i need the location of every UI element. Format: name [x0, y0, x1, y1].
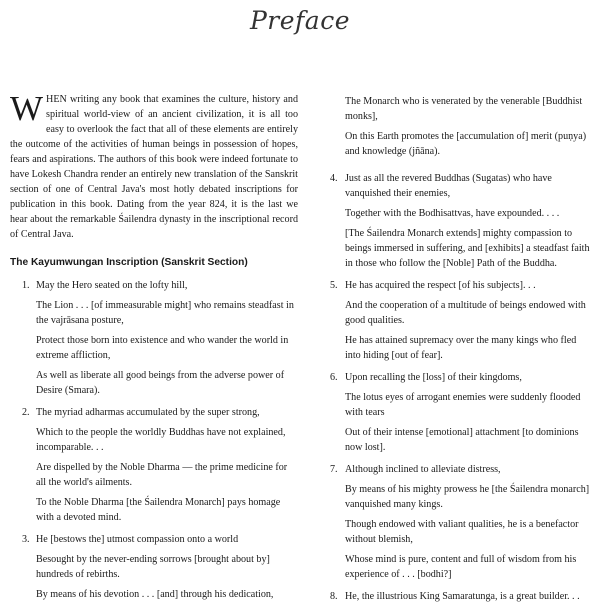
- verse-list-right: [330, 171, 592, 604]
- verse-line: Just as all the revered Buddhas (Sugatas) who have vanquished their enemies,: [345, 173, 552, 199]
- right-column: [330, 94, 592, 611]
- verse-line: Together with the Bodhisattvas, have expounded. . . .: [345, 208, 560, 219]
- verse-item: [330, 462, 592, 582]
- verse-item: [10, 278, 298, 398]
- verse-line: To the Noble Dharma [the Śailendra Monarch] pays homage with a devoted mind.: [36, 497, 281, 523]
- verse-number: 8.: [330, 591, 338, 602]
- section-heading: The Kayumwungan Inscription (Sanskrit Section): [10, 257, 248, 268]
- verse-line: On this Earth promotes the [accumulation of] merit (puṇya) and knowledge (jñāna).: [345, 131, 587, 157]
- verse-item: [330, 171, 592, 271]
- verse-line: He has acquired the respect [of his subjects]. . .: [345, 280, 536, 291]
- verse-line: As well as liberate all good beings from the adverse power of Desire (Smara).: [36, 370, 285, 396]
- verse-line: Upon recalling the [loss] of their kingdoms,: [345, 372, 522, 383]
- verse-number: 3.: [22, 534, 30, 545]
- verse-line: [The Śailendra Monarch extends] mighty compassion to beings immersed in suffering, and [exhibits] a steadfast faith in those who follow the [Noble] Path of the Buddha.: [345, 228, 590, 269]
- page-title: Preface: [249, 6, 351, 35]
- verse-line: Besought by the never-ending sorrows [brought about by] hundreds of rebirths.: [36, 554, 270, 580]
- verse-line: And the cooperation of a multitude of beings endowed with good qualities.: [345, 300, 586, 326]
- verse-line: Though endowed with valiant qualities, he is a benefactor without blemish,: [345, 519, 579, 545]
- verse-item: [10, 532, 298, 602]
- verse-line: The Monarch who is venerated by the venerable [Buddhist monks],: [345, 96, 583, 122]
- verse-line: Which to the people the worldly Buddhas have not explained, incomparable. . .: [36, 427, 286, 453]
- verse-line: He has attained supremacy over the many kings who fled into hiding [out of fear].: [345, 335, 577, 361]
- verse-item: [330, 589, 592, 604]
- verse-line: He [bestows the] utmost compassion onto a world: [36, 534, 239, 545]
- verse-line: May the Hero seated on the lofty hill,: [36, 280, 188, 291]
- verse-line: By means of his devotion . . . [and] through his dedication,: [36, 589, 274, 600]
- verse-number: 2.: [22, 407, 30, 418]
- drop-cap: W: [10, 89, 44, 128]
- verse-line: The lotus eyes of arrogant enemies were suddenly flooded with tears: [345, 392, 581, 418]
- intro-text: writing any book that examines the culture, history and spiritual world-view of an ancient civilization, it is all too easy to overlook the fact that all of these elements are entirely the outcome of the activities of human beings in possession of hopes, fears and aspirations. The authors of this book were indeed fortunate to have Lokesh Chandra render an entirely new translation of the Sanskrit section of one of Central Java's most hotly debated inscriptions for publication in this book. Dating from the year 824, it is the last we hear about the remarkable Śailendra dynasty in the inscriptional record of Central Java.: [10, 94, 298, 240]
- intro-first-words: HEN: [46, 94, 67, 105]
- verse-line: He, the illustrious King Samaratunga, is a great builder. . .: [345, 591, 580, 602]
- verse-number: 6.: [330, 372, 338, 383]
- verse-line: Protect those born into existence and who wander the world in extreme affliction,: [36, 335, 289, 361]
- verse-list-left: [10, 278, 298, 602]
- verse-item: [330, 278, 592, 363]
- verse-item: [330, 370, 592, 455]
- verse-number: 4.: [330, 173, 338, 184]
- verse-line: Although inclined to alleviate distress,: [345, 464, 501, 475]
- verse-line: The myriad adharmas accumulated by the super strong,: [36, 407, 260, 418]
- verse-number: 5.: [330, 280, 338, 291]
- verse-number: 1.: [22, 280, 30, 291]
- verse-number: 7.: [330, 464, 338, 475]
- verse-line: Are dispelled by the Noble Dharma — the prime medicine for all the world's ailments.: [36, 462, 288, 488]
- verse-line: Whose mind is pure, content and full of wisdom from his experience of . . . [bodhi?]: [345, 554, 577, 580]
- verse-line: Out of their intense [emotional] attachment [to dominions now lost].: [345, 427, 579, 453]
- verse-line: The Lion . . . [of immeasurable might] who remains steadfast in the vajrāsana posture,: [36, 300, 294, 326]
- verse-item: [10, 405, 298, 525]
- intro-paragraph: [10, 89, 298, 242]
- verse-continuation: [330, 94, 592, 159]
- left-column: [10, 89, 298, 609]
- verse-line: By means of his mighty prowess he [the Śailendra monarch] vanquished many kings.: [345, 484, 590, 510]
